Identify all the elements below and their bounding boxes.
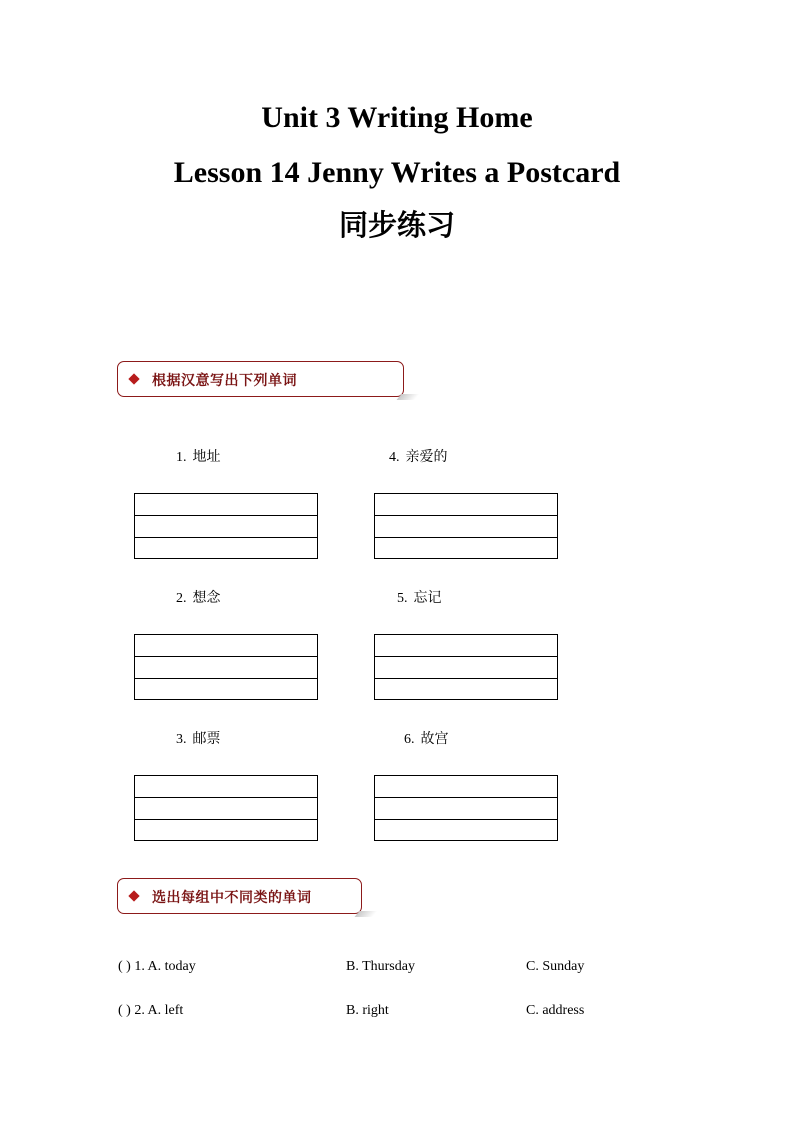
section-header-odd-one-out [117,878,362,914]
question-option-b: B. right [346,1003,389,1018]
vocab-item-1: 1. 地址 [176,449,221,465]
question-option-a: ( ) 1. A. today [118,959,196,974]
question-option-c: C. Sunday [526,959,585,974]
writing-box-4[interactable] [374,493,558,559]
question-option-a: ( ) 2. A. left [118,1003,184,1018]
diamond-icon [128,890,139,901]
question-option-b: B. Thursday [346,959,415,974]
vocab-item-2: 2. 想念 [176,590,221,606]
writing-box-1[interactable] [134,493,318,559]
writing-box-6[interactable] [374,775,558,841]
vocab-item-6: 6. 故宫 [404,731,449,747]
vocab-item-3: 3. 邮票 [176,731,221,747]
diamond-icon [128,373,139,384]
question-row-2 [118,1003,678,1023]
vocab-item-4: 4. 亲爱的 [389,449,448,465]
vocab-item-5: 5. 忘记 [397,590,442,606]
writing-box-2[interactable] [134,634,318,700]
section-title: 根据汉意写出下列单词 [152,373,297,389]
section-header-vocab [117,361,404,397]
subtitle: 同步练习 [338,208,455,242]
unit-title: Unit 3 Writing Home [261,101,533,134]
writing-box-5[interactable] [374,634,558,700]
lesson-title: Lesson 14 Jenny Writes a Postcard [173,156,621,189]
question-option-c: C. address [526,1003,585,1018]
question-row-1 [118,959,678,979]
section-title: 选出每组中不同类的单词 [152,890,312,906]
writing-box-3[interactable] [134,775,318,841]
